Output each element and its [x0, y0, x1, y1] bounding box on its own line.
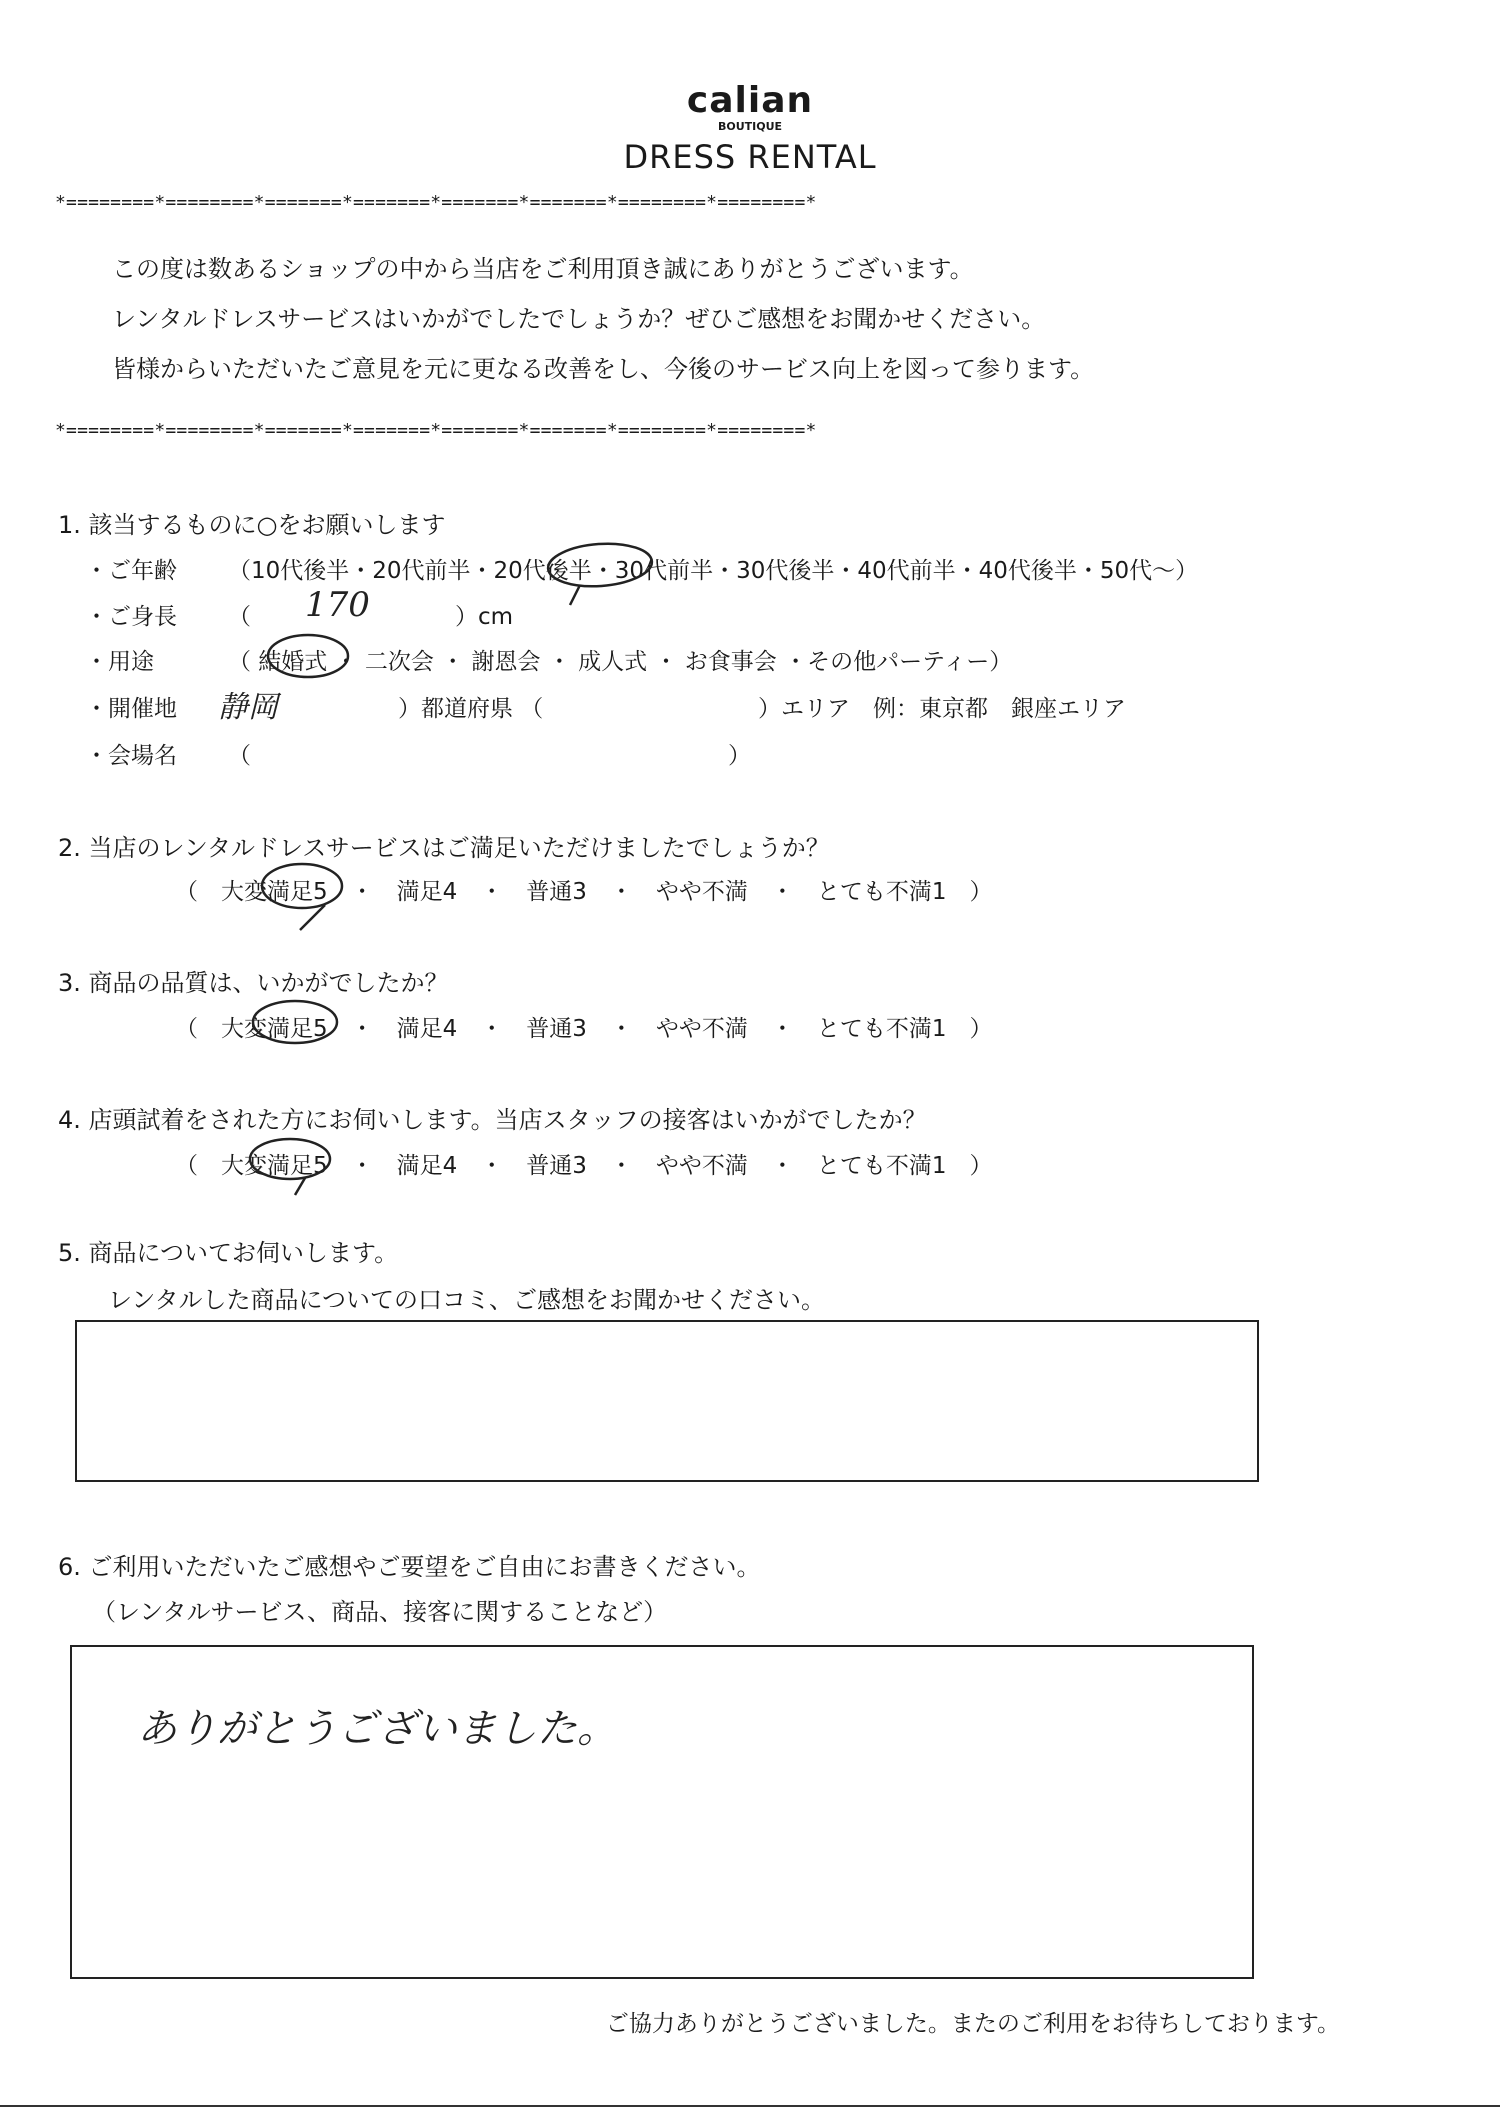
area-suffix: ）エリア 例：東京都 銀座エリア [758, 696, 1126, 722]
brand-logo: calian [686, 80, 814, 121]
circle-mark-q4 [250, 1139, 330, 1179]
intro-line-1: この度は数あるショップの中から当店をご利用頂き誠にありがとうございます。 [112, 255, 974, 283]
circle-mark-q3 [253, 1001, 337, 1043]
circle-mark-q4-tail [295, 1178, 305, 1195]
circle-mark-q2 [262, 864, 342, 908]
q5-subheading: レンタルした商品についての口コミ、ご感想をお聞かせください。 [108, 1286, 825, 1314]
venue-suffix: ）都道府県 （ [398, 696, 544, 722]
hall-label: ・会場名 [85, 743, 177, 769]
footer-text: ご協力ありがとうございました。またのご利用をお待ちしております。 [605, 2011, 1340, 2037]
hall-close: ） [728, 743, 751, 769]
q1-heading: 1. 該当するものに○をお願いします [58, 511, 446, 539]
q2-scale: （ 大変満足5 ・ 満足4 ・ 普通3 ・ やや不満 ・ とても不満1 ） [175, 879, 993, 905]
hall-open: （ [228, 743, 251, 769]
q2-heading: 2. 当店のレンタルドレスサービスはご満足いただけましたでしょうか？ [58, 834, 830, 862]
circle-mark-age [547, 540, 654, 589]
venue-label: ・開催地 [85, 696, 177, 722]
q4-scale: （ 大変満足5 ・ 満足4 ・ 普通3 ・ やや不満 ・ とても不満1 ） [175, 1153, 993, 1179]
q3-heading: 3. 商品の品質は、いかがでしたか？ [58, 969, 449, 997]
intro-line-2: レンタルドレスサービスはいかがでしたでしょうか？ぜひご感想をお聞かせください。 [112, 305, 1046, 333]
q6-answer-text: ありがとうございました。 [137, 1706, 617, 1752]
circle-mark-use [268, 635, 348, 677]
q3-scale: （ 大変満足5 ・ 満足4 ・ 普通3 ・ やや不満 ・ とても不満1 ） [175, 1016, 993, 1042]
height-open: （ [228, 604, 251, 630]
age-options: （10代後半・20代前半・20代後半・30代前半・30代後半・40代前半・40代後半・50代～） [228, 558, 1199, 584]
q6-subheading: （レンタルサービス、商品、接客に関することなど） [92, 1598, 668, 1626]
q5-heading: 5. 商品についてお伺いします。 [58, 1239, 399, 1267]
use-label: ・用途 [85, 649, 154, 675]
q6-heading: 6. ご利用いただいたご感想やご要望をご自由にお書きください。 [58, 1553, 761, 1581]
height-label: ・ご身長 [85, 604, 177, 630]
q4-heading: 4. 店頭試着をされた方にお伺いします。当店スタッフの接客はいかがでしたか？ [58, 1106, 927, 1134]
page-title: DRESS RENTAL [623, 138, 877, 176]
brand-sub: BOUTIQUE [717, 120, 783, 133]
separator-bottom: *========*========*=======*=======*=======*=======*========*========* [55, 420, 817, 441]
height-value[interactable]: 170 [305, 585, 370, 625]
height-close: ）cm [455, 604, 514, 630]
age-label: ・ご年齢 [85, 558, 177, 584]
use-options: （ 結婚式 ・ 二次会 ・ 謝恩会 ・ 成人式 ・ お食事会 ・その他パーティー） [228, 649, 1013, 675]
venue-value[interactable]: 静岡 [218, 690, 278, 725]
circle-mark-age-tail [570, 585, 580, 605]
separator-top: *========*========*=======*=======*=======*=======*========*========* [55, 192, 817, 213]
intro-line-3: 皆様からいただいたご意見を元に更なる改善をし、今後のサービス向上を図って参ります。 [112, 355, 1095, 383]
